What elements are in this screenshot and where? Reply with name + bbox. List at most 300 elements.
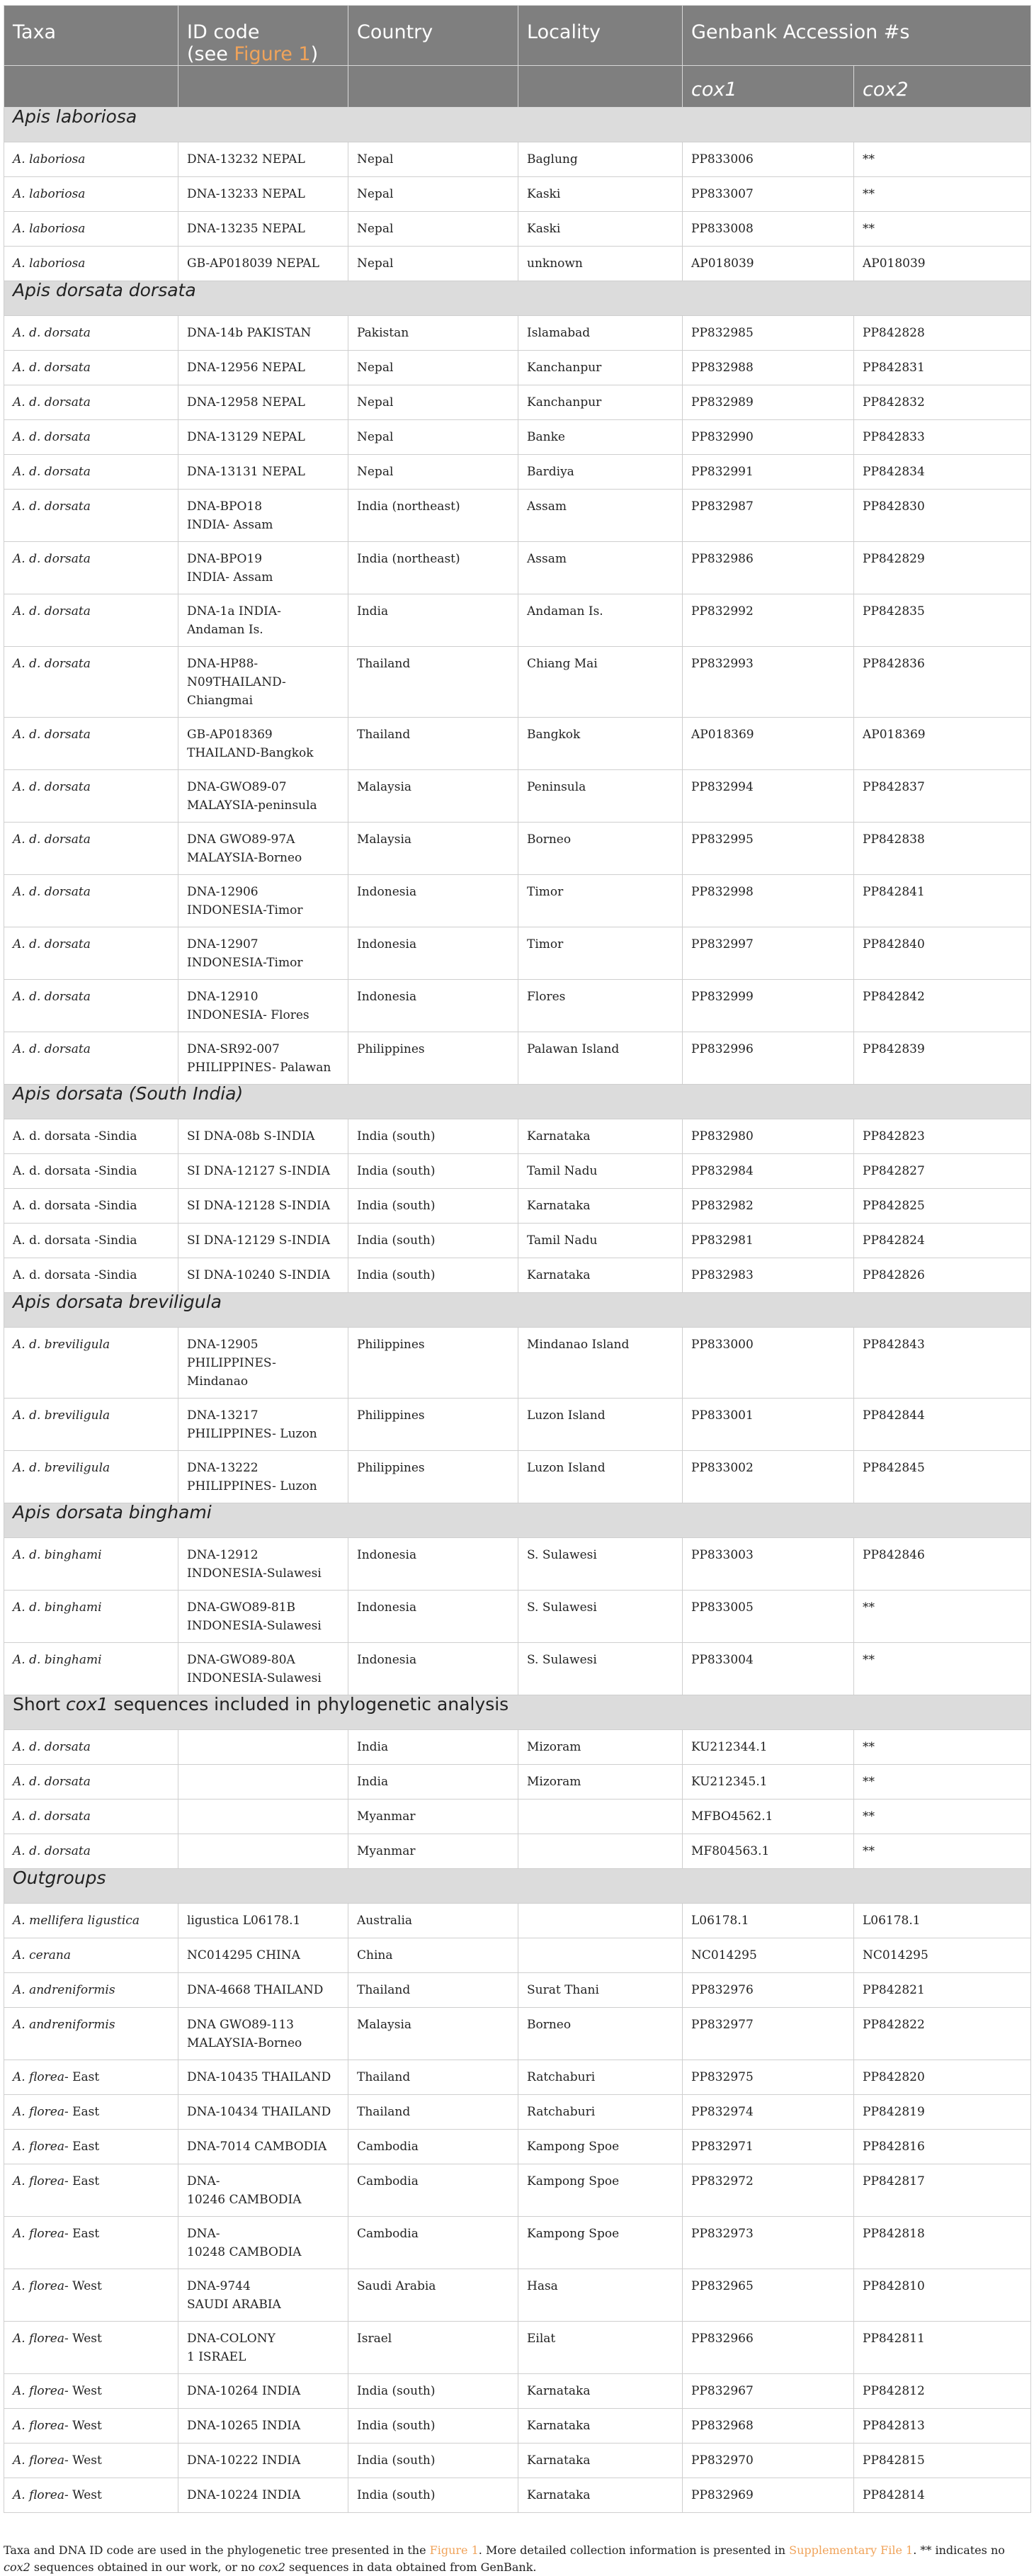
table-row [4,770,1031,823]
id-code-cell [178,1730,348,1765]
cox1-cell: PP833003 [683,1538,854,1591]
taxa-cell: A. d. dorsata -Sindia [4,1119,178,1154]
locality-cell: Karnataka [518,1189,683,1224]
footnote-text: sequences obtained in our work, or no [30,2560,259,2574]
taxa-region: - East [64,2140,100,2154]
figure-1-link[interactable]: Figure 1 [234,43,311,65]
country-cell: India (northeast) [348,490,518,542]
table-row [4,1730,1031,1765]
taxa-cell: A. laboriosa [4,177,178,212]
country-cell: India (south) [348,1224,518,1258]
country-cell: Saudi Arabia [348,2269,518,2322]
country-cell: Philippines [348,1399,518,1451]
cox1-cell: PP832976 [683,1973,854,2008]
cox2-cell: AP018039 [854,247,1031,281]
locality-cell: S. Sulawesi [518,1538,683,1591]
country-cell: Malaysia [348,770,518,823]
country-cell: India (south) [348,2444,518,2478]
cox2-cell: PP842837 [854,770,1031,823]
id-code-cell [178,718,348,770]
taxa-cell [4,2409,178,2444]
locality-cell: Banke [518,420,683,455]
id-code-text: SI DNA-12129 S-INDIA [187,1233,330,1248]
id-code-cell [178,980,348,1032]
cox2-cell: ** [854,1765,1031,1800]
id-code-text: DNA-12912 INDONESIA-Sulawesi [187,1548,322,1581]
table-row [4,1938,1031,1973]
id-code-text: DNA-GWO89-07 MALAYSIA-peninsula [187,780,317,813]
id-code-cell [178,2130,348,2164]
cox2-cell: PP842822 [854,2008,1031,2060]
country-cell: Philippines [348,1451,518,1503]
taxa-species: A. florea [13,2384,64,2398]
locality-cell: Baglung [518,142,683,177]
taxa-cell: A. d. dorsata [4,980,178,1032]
table-row [4,385,1031,420]
id-code-text: DNA GWO89-113 MALAYSIA-Borneo [187,2018,302,2050]
locality-cell: Kampong Spoe [518,2130,683,2164]
table-row [4,1258,1031,1293]
cox2-cell: PP842829 [854,542,1031,594]
id-code-cell [178,1189,348,1224]
id-code-cell [178,1834,348,1869]
taxa-species: A. florea [13,2419,64,2433]
id-code-cell [178,316,348,351]
table-row [4,2164,1031,2217]
cox1-cell: PP832982 [683,1189,854,1224]
cox2-cell: PP842846 [854,1538,1031,1591]
cox2-cell: PP842832 [854,385,1031,420]
locality-cell: Ratchaburi [518,2060,683,2095]
table-row [4,542,1031,594]
id-code-cell [178,1938,348,1973]
footnote-text: sequences in data obtained from GenBank. [285,2560,537,2574]
cox1-cell: PP832975 [683,2060,854,2095]
table-row [4,1973,1031,2008]
header-blank [518,66,683,108]
id-code-cell [178,2008,348,2060]
id-code-cell [178,212,348,247]
country-cell: Nepal [348,420,518,455]
cox2-cell: PP842839 [854,1032,1031,1085]
locality-cell: Assam [518,490,683,542]
cox1-cell: MFBO4562.1 [683,1800,854,1834]
taxa-cell: A. d. dorsata [4,542,178,594]
id-code-text: ligustica L06178.1 [187,1914,301,1928]
section-title: Outgroups [4,1869,1031,1904]
cox1-cell: KU212344.1 [683,1730,854,1765]
locality-cell [518,1904,683,1938]
header-blank [178,66,348,108]
section-title: Apis dorsata binghami [4,1503,1031,1538]
id-code-cell [178,770,348,823]
id-code-cell [178,1973,348,2008]
locality-cell: Eilat [518,2322,683,2374]
country-cell: Malaysia [348,823,518,875]
id-code-text: DNA-10224 INDIA [187,2488,301,2502]
id-code-text: SI DNA-12128 S-INDIA [187,1199,330,1213]
cox1-cell: PP832974 [683,2095,854,2130]
taxa-cell: A. d. dorsata [4,647,178,718]
footnote-text: . More detailed collection information is presented in [478,2543,790,2557]
header-genbank: Genbank Accession #s [683,6,1031,66]
locality-cell: Mindanao Island [518,1328,683,1399]
country-cell: Indonesia [348,1591,518,1643]
cox1-cell: PP832991 [683,455,854,490]
locality-cell: Bangkok [518,718,683,770]
accession-table [4,5,1031,2513]
locality-cell: Assam [518,542,683,594]
cox2-cell: PP842826 [854,1258,1031,1293]
section-header-row [4,108,1031,142]
taxa-cell: A. laboriosa [4,142,178,177]
id-code-cell [178,455,348,490]
locality-cell: Hasa [518,2269,683,2322]
header-id-code [178,6,348,66]
id-code-cell [178,2444,348,2478]
country-cell: Nepal [348,142,518,177]
cox1-cell: PP832971 [683,2130,854,2164]
cox1-cell: PP832995 [683,823,854,875]
taxa-cell: A. d. breviligula [4,1328,178,1399]
table-row [4,2444,1031,2478]
taxa-species: A. florea [13,2279,64,2293]
taxa-cell [4,2269,178,2322]
locality-cell: S. Sulawesi [518,1591,683,1643]
cox1-cell: PP832977 [683,2008,854,2060]
cox2-cell: PP842833 [854,420,1031,455]
id-code-cell [178,1258,348,1293]
id-code-cell [178,927,348,980]
taxa-cell: A. d. dorsata -Sindia [4,1154,178,1189]
table-row [4,420,1031,455]
table-row [4,490,1031,542]
table-row [4,718,1031,770]
header-id-code-see: (see [187,43,234,65]
section-title: Apis dorsata breviligula [4,1293,1031,1328]
id-code-text: DNA-10264 INDIA [187,2384,301,2398]
cox2-cell: ** [854,1730,1031,1765]
header-id-code-close: ) [310,43,319,65]
taxa-cell: A. mellifera ligustica [4,1904,178,1938]
country-cell: Thailand [348,1973,518,2008]
cox1-cell: PP833000 [683,1328,854,1399]
cox1-cell: PP832999 [683,980,854,1032]
taxa-cell: A. d. dorsata -Sindia [4,1224,178,1258]
taxa-cell: A. d. dorsata -Sindia [4,1189,178,1224]
id-code-cell [178,1765,348,1800]
footnote-text: Taxa and DNA ID code are used in the phylogenetic tree presented in the [4,2543,430,2557]
locality-cell: Ratchaburi [518,2095,683,2130]
id-code-text: DNA-12906 INDONESIA-Timor [187,885,303,917]
id-code-text: DNA-COLONY 1 ISRAEL [187,2332,275,2364]
table-row [4,875,1031,927]
id-code-text: DNA-13222 PHILIPPINES- Luzon [187,1461,317,1493]
cox2-cell: PP842844 [854,1399,1031,1451]
cox2-cell: PP842819 [854,2095,1031,2130]
cox1-cell: PP833008 [683,212,854,247]
locality-cell: Karnataka [518,1119,683,1154]
cox2-cell: ** [854,1643,1031,1695]
locality-cell: S. Sulawesi [518,1643,683,1695]
table-row [4,1904,1031,1938]
country-cell: Thailand [348,647,518,718]
cox1-cell: PP832988 [683,351,854,385]
cox2-cell: PP842835 [854,594,1031,647]
table-row [4,2374,1031,2409]
id-code-cell [178,1119,348,1154]
taxa-cell [4,2060,178,2095]
id-code-cell [178,2164,348,2217]
taxa-cell: A. d. dorsata [4,823,178,875]
taxa-species: A. florea [13,2070,64,2084]
taxa-region: - West [64,2279,102,2293]
taxa-cell: A. d. dorsata -Sindia [4,1258,178,1293]
country-cell: Cambodia [348,2217,518,2269]
id-code-cell [178,647,348,718]
table-row [4,351,1031,385]
id-code-cell [178,1643,348,1695]
locality-cell: Peninsula [518,770,683,823]
cox1-cell: PP832985 [683,316,854,351]
table-row [4,1643,1031,1695]
cox2-cell: PP842830 [854,490,1031,542]
id-code-text: DNA-BPO18 INDIA- Assam [187,499,273,532]
table-row [4,177,1031,212]
taxa-cell: A. d. binghami [4,1538,178,1591]
section-header-row [4,1085,1031,1119]
section-header-row [4,1695,1031,1730]
country-cell: Pakistan [348,316,518,351]
id-code-cell [178,875,348,927]
cox1-cell: PP832972 [683,2164,854,2217]
country-cell: India (south) [348,1189,518,1224]
locality-cell: Chiang Mai [518,647,683,718]
locality-cell: Kanchanpur [518,351,683,385]
table-row [4,2095,1031,2130]
id-code-text: DNA-10435 THAILAND [187,2070,331,2084]
taxa-cell: A. d. dorsata [4,1032,178,1085]
section-title-gene: cox1 [66,1694,108,1714]
cox2-cell: PP842840 [854,927,1031,980]
id-code-text: DNA-10434 THAILAND [187,2105,331,2119]
id-code-text: DNA-10222 INDIA [187,2453,301,2468]
country-cell: Indonesia [348,927,518,980]
id-code-text: DNA-12907 INDONESIA-Timor [187,937,303,970]
cox2-cell: PP842834 [854,455,1031,490]
cox1-cell: PP832973 [683,2217,854,2269]
taxa-species: A. florea [13,2332,64,2346]
country-cell: Cambodia [348,2130,518,2164]
country-cell: India (south) [348,2409,518,2444]
cox1-cell: PP832965 [683,2269,854,2322]
locality-cell: Borneo [518,823,683,875]
country-cell: India (northeast) [348,542,518,594]
table-row [4,1032,1031,1085]
cox2-cell: PP842824 [854,1224,1031,1258]
cox1-cell: PP832970 [683,2444,854,2478]
id-code-text: DNA-7014 CAMBODIA [187,2140,327,2154]
cox2-cell: PP842842 [854,980,1031,1032]
taxa-region: - East [64,2070,100,2084]
taxa-region: - East [64,2227,100,2241]
country-cell: Myanmar [348,1800,518,1834]
country-cell: Nepal [348,247,518,281]
cox2-cell: ** [854,177,1031,212]
locality-cell: Tamil Nadu [518,1154,683,1189]
cox2-cell: PP842820 [854,2060,1031,2095]
taxa-species: A. florea [13,2488,64,2502]
taxa-cell: A. d. dorsata [4,1730,178,1765]
cox1-cell: AP018039 [683,247,854,281]
country-cell: Australia [348,1904,518,1938]
id-code-cell [178,1399,348,1451]
table-row [4,212,1031,247]
id-code-text: GB-AP018039 NEPAL [187,256,319,271]
table-row [4,647,1031,718]
cox2-cell: AP018369 [854,718,1031,770]
taxa-species: A. florea [13,2140,64,2154]
table-row [4,2130,1031,2164]
cox1-cell: PP833005 [683,1591,854,1643]
locality-cell: Luzon Island [518,1399,683,1451]
taxa-cell [4,2164,178,2217]
id-code-cell [178,142,348,177]
header-cox1: cox1 [683,66,854,108]
table-row [4,2217,1031,2269]
taxa-cell [4,2095,178,2130]
locality-cell: Kaski [518,177,683,212]
taxa-cell [4,2478,178,2513]
cox1-cell: PP833007 [683,177,854,212]
locality-cell: Kanchanpur [518,385,683,420]
cox1-cell: PP832994 [683,770,854,823]
cox2-cell: PP842816 [854,2130,1031,2164]
id-code-cell [178,1591,348,1643]
locality-cell: Borneo [518,2008,683,2060]
country-cell: China [348,1938,518,1973]
table-row [4,1119,1031,1154]
locality-cell: Kampong Spoe [518,2164,683,2217]
section-title [4,1695,1031,1730]
id-code-text: DNA-12958 NEPAL [187,395,305,409]
id-code-text: SI DNA-10240 S-INDIA [187,1268,330,1282]
taxa-region: - West [64,2453,102,2468]
cox1-cell: PP832990 [683,420,854,455]
cox2-cell: PP842817 [854,2164,1031,2217]
id-code-cell [178,2409,348,2444]
taxa-cell: A. d. dorsata [4,1765,178,1800]
cox1-cell: PP833006 [683,142,854,177]
locality-cell: Timor [518,927,683,980]
id-code-cell [178,2374,348,2409]
table-row [4,1765,1031,1800]
id-code-cell [178,351,348,385]
country-cell: Philippines [348,1032,518,1085]
id-code-text: DNA-13233 NEPAL [187,187,305,201]
country-cell: Indonesia [348,980,518,1032]
taxa-cell: A. d. dorsata [4,385,178,420]
country-cell: Nepal [348,177,518,212]
id-code-text: DNA-13217 PHILIPPINES- Luzon [187,1408,317,1441]
taxa-cell: A. d. dorsata [4,455,178,490]
id-code-text: DNA-13232 NEPAL [187,152,305,166]
taxa-cell: A. d. binghami [4,1643,178,1695]
id-code-text: NC014295 CHINA [187,1948,300,1962]
taxa-cell: A. d. dorsata [4,718,178,770]
header-blank [348,66,518,108]
country-cell: Malaysia [348,2008,518,2060]
id-code-cell [178,2478,348,2513]
footnote-figure-1-link[interactable]: Figure 1 [429,2543,479,2557]
cox1-cell: PP832981 [683,1224,854,1258]
country-cell: Indonesia [348,1538,518,1591]
country-cell: India (south) [348,1154,518,1189]
cox2-cell: PP842838 [854,823,1031,875]
header-locality: Locality [518,6,683,66]
header-taxa: Taxa [4,6,178,66]
cox2-cell: PP842812 [854,2374,1031,2409]
country-cell: India (south) [348,1119,518,1154]
id-code-cell [178,1904,348,1938]
id-code-cell [178,177,348,212]
table-row [4,2409,1031,2444]
cox1-cell: PP832989 [683,385,854,420]
taxa-cell: A. d. dorsata [4,875,178,927]
country-cell: India (south) [348,2478,518,2513]
taxa-cell: A. d. dorsata [4,927,178,980]
header-blank [4,66,178,108]
table-body [4,108,1031,2513]
id-code-text: DNA-1a INDIA- Andaman Is. [187,604,281,637]
table-row [4,1800,1031,1834]
country-cell: Thailand [348,2060,518,2095]
locality-cell: Palawan Island [518,1032,683,1085]
cox1-cell: PP832987 [683,490,854,542]
country-cell: India [348,1765,518,1800]
taxa-region: - West [64,2488,102,2502]
taxa-cell [4,2217,178,2269]
locality-cell: unknown [518,247,683,281]
table-row [4,823,1031,875]
cox1-cell: PP832980 [683,1119,854,1154]
taxa-cell: A. d. dorsata [4,490,178,542]
locality-cell: Mizoram [518,1765,683,1800]
section-header-row [4,1293,1031,1328]
id-code-text: DNA-4668 THAILAND [187,1983,324,1997]
id-code-cell [178,1451,348,1503]
id-code-cell [178,2217,348,2269]
id-code-cell [178,594,348,647]
cox2-cell: PP842845 [854,1451,1031,1503]
id-code-text: DNA-13129 NEPAL [187,430,305,444]
table-row [4,1189,1031,1224]
country-cell: India [348,1730,518,1765]
country-cell: Indonesia [348,1643,518,1695]
country-cell: Thailand [348,2095,518,2130]
taxa-cell: A. laboriosa [4,212,178,247]
supplementary-file-link[interactable]: Supplementary File 1 [789,2543,914,2557]
locality-cell: Tamil Nadu [518,1224,683,1258]
section-title-part: sequences included in phylogenetic analysis [108,1694,509,1714]
locality-cell: Karnataka [518,1258,683,1293]
cox1-cell: PP832967 [683,2374,854,2409]
cox2-cell: L06178.1 [854,1904,1031,1938]
id-code-cell [178,1328,348,1399]
taxa-region: - West [64,2384,102,2398]
cox2-cell: ** [854,1800,1031,1834]
cox2-cell: PP842843 [854,1328,1031,1399]
